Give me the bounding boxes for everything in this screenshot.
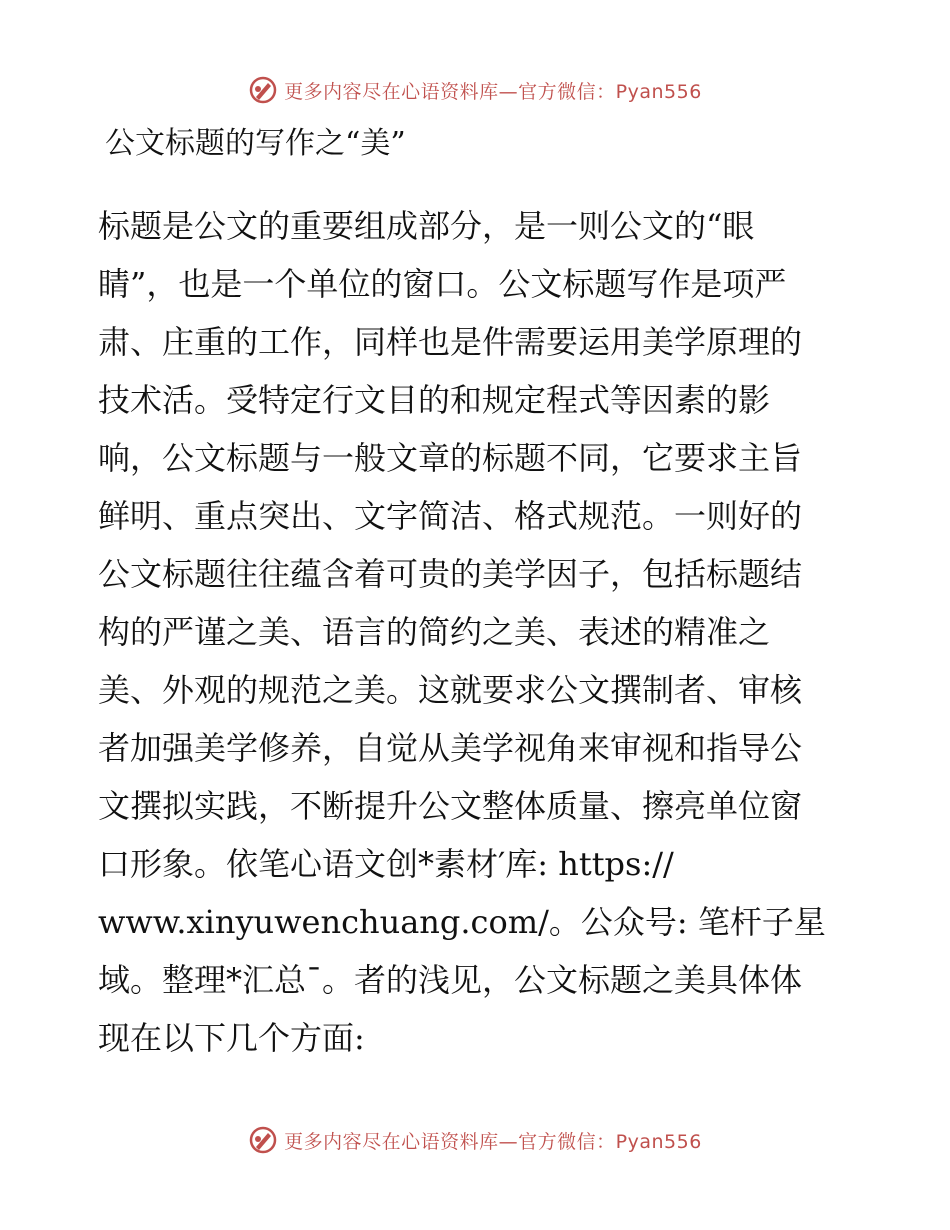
document-body bbox=[98, 197, 858, 1067]
footer-banner-text: 更多内容尽在心语资料库—官方微信：Pyan556 bbox=[284, 1130, 702, 1153]
header-banner bbox=[0, 70, 950, 110]
body-line: 现在以下几个方面: bbox=[98, 1019, 365, 1057]
body-line: 域。整理*汇总¯。者的浅见，公文标题之美具体体 bbox=[98, 961, 803, 999]
body-line: www.xinyuwenchuang.com/。公众号: 笔杆子星 bbox=[98, 903, 826, 941]
pen-logo-icon bbox=[248, 1125, 278, 1155]
body-line: 技术活。受特定行文目的和规定程式等因素的影 bbox=[98, 381, 771, 419]
document-title: 公文标题的写作之“美” bbox=[105, 126, 406, 161]
body-line: 文撰拟实践，不断提升公文整体质量、擦亮单位窗 bbox=[98, 787, 803, 825]
body-line: 标题是公文的重要组成部分，是一则公文的“眼 bbox=[98, 207, 755, 245]
body-line: 构的严谨之美、语言的简约之美、表述的精准之 bbox=[98, 613, 771, 651]
body-line: 口形象。依笔心语文创*素材′库: https:// bbox=[98, 845, 674, 883]
body-line: 睛”，也是一个单位的窗口。公文标题写作是项严 bbox=[98, 265, 787, 303]
footer-banner bbox=[0, 1120, 950, 1160]
body-line: 鲜明、重点突出、文字简洁、格式规范。一则好的 bbox=[98, 497, 803, 535]
body-line: 响，公文标题与一般文章的标题不同，它要求主旨 bbox=[98, 439, 803, 477]
body-line: 者加强美学修养，自觉从美学视角来审视和指导公 bbox=[98, 729, 803, 767]
body-line: 美、外观的规范之美。这就要求公文撰制者、审核 bbox=[98, 671, 803, 709]
header-banner-text: 更多内容尽在心语资料库—官方微信：Pyan556 bbox=[284, 80, 702, 103]
pen-logo-icon bbox=[248, 75, 278, 105]
body-line: 公文标题往往蕴含着可贵的美学因子，包括标题结 bbox=[98, 555, 803, 593]
body-line: 肃、庄重的工作，同样也是件需要运用美学原理的 bbox=[98, 323, 803, 361]
